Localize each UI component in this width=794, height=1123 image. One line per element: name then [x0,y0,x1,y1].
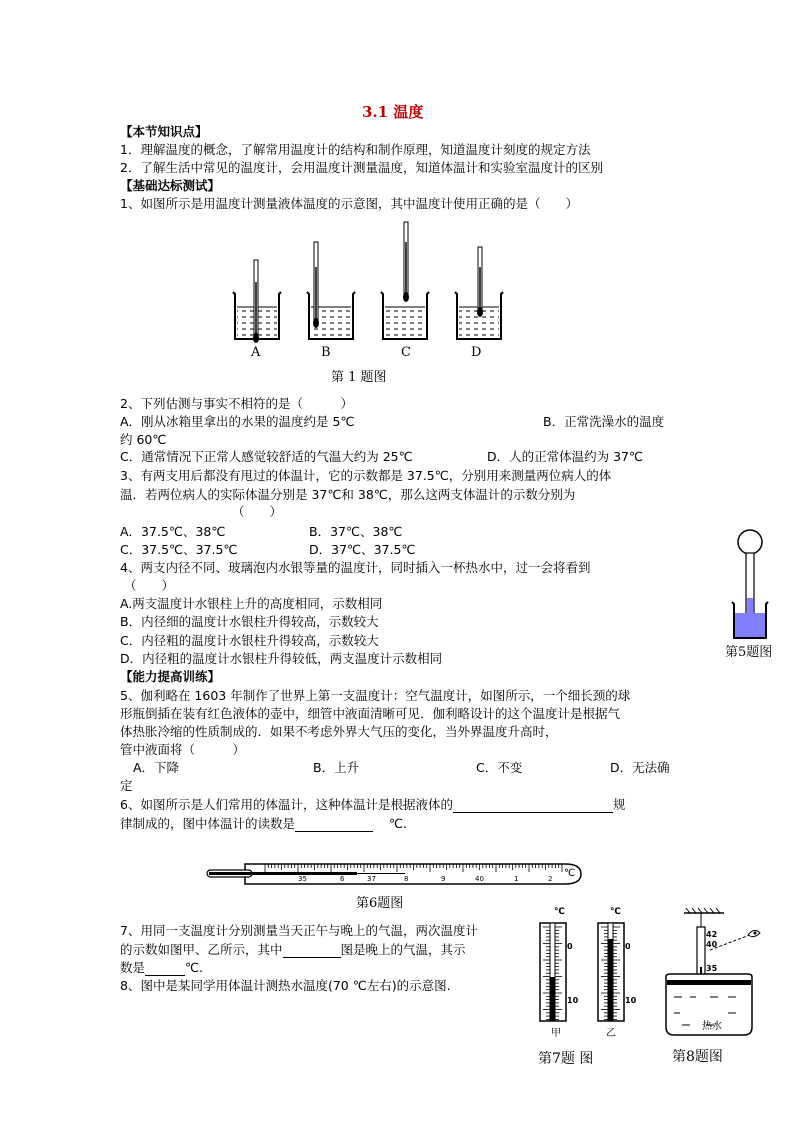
question-3-option-b: B．37℃、38℃ [309,524,403,539]
figure-8-tick-35: 35 [706,964,718,973]
question-7-line-3 [120,958,203,976]
section-heading-knowledge: 【本节知识点】 [120,124,208,139]
figure-7-tick-10-jia: 10 [567,996,579,1005]
beaker-d [455,247,503,339]
figure-6-tick-2: 2 [548,875,553,883]
question-5-option-b: B．上升 [313,760,360,775]
question-2-option-d: D．人的正常体温约为 37℃ [487,449,644,464]
question-4-paren: （ ） [124,578,175,593]
figure-6-tick-40: 40 [475,875,484,883]
question-3-paren: （ ） [232,504,283,519]
figure-8-caption: 第8题图 [672,1049,723,1065]
figure-7-tick-0-jia: 0 [567,942,573,951]
question-7-blank-2[interactable] [145,962,185,976]
figure-7-tick-10-yi: 10 [625,996,637,1005]
question-7-blank-1[interactable] [283,944,341,958]
question-6-blank-2[interactable] [295,818,373,832]
question-5-line-2: 形瓶倒插在装有红色液体的壶中，细管中液面清晰可见．伽利略设计的这个温度计是根据气 [120,706,621,721]
question-2-option-b-cont: 约 60℃ [120,432,167,447]
thermometer-yi [598,923,624,1021]
figure-7-caption: 第7题 图 [538,1051,594,1067]
figure-6-tick-8: 8 [404,875,409,883]
knowledge-point-2: 2．了解生活中常见的温度计，会用温度计测量温度，知道体温计和实验室温度计的区别 [120,160,603,175]
question-4-option-a: A.两支温度计水银柱上升的高度相同，示数相同 [120,596,383,611]
question-6-blank-1[interactable] [453,799,613,813]
question-5-option-a: A．下降 [133,760,180,775]
question-6-line-2-text: 律制成的，图中体温计的读数是 [120,816,296,831]
question-5-line-1: 5、伽利略在 1603 年制作了世界上第一支温度计：空气温度计，如图所示，一个细长颈的球 [120,688,631,703]
question-7-unit: ℃. [185,960,204,975]
knowledge-point-1: 1．理解温度的概念，了解常用温度计的结构和制作原理，知道温度计刻度的规定方法 [120,142,591,157]
figure-7-name-jia: 甲 [551,1028,561,1039]
question-4-line-1: 4、两支内径不同、玻璃泡内水银等量的温度计，同时插入一杯热水中，过一会将看到 [120,560,591,575]
question-6-line-1-text: 6、如图所示是人们常用的体温计，这种体温计是根据液体的 [120,797,453,812]
question-8: 8、图中是某同学用体温计测热水温度(70 ℃左右)的示意图. [120,978,451,993]
thermometer-jia [540,923,566,1021]
question-5-option-c: C．不变 [476,760,523,775]
question-4-option-c: C．内径粗的温度计水银柱升得较高，示数较大 [120,633,379,648]
figure-1-caption: 第 1 题图 [331,370,387,385]
figure-8-tick-42: 42 [706,930,718,939]
question-2-stem: 2、下列估测与事实不相符的是（ ） [120,396,353,411]
question-7-line-3-text: 数是 [120,960,146,975]
figure-7-thermometers [528,905,638,1033]
question-3-line-2: 温．若两位病人的实际体温分别是 37℃和 38℃，那么这两支体温计的示数分别为 [120,487,576,502]
figure-6-tick-6: 6 [340,875,345,883]
question-4-option-d: D．内径粗的温度计水银柱升得较低，两支温度计示数相同 [120,651,443,666]
question-6-unit: ℃. [389,816,408,831]
figure-1-label-a: A [251,345,261,360]
figure-6-tick-9: 9 [441,875,446,883]
figure-1-label-d: D [471,345,482,360]
question-5-line-3: 体热胀冷缩的性质制成的．如果不考虑外界大气压的变化，当外界温度升高时， [120,724,558,739]
question-6-line-1-end: 规 [612,797,626,812]
question-2-option-b: B．正常洗澡水的温度 [543,414,665,429]
question-6-line-2 [120,814,407,832]
question-5-option-d: D．无法确 [610,760,670,775]
question-4-option-b: B．内径细的温度计水银柱升得较高，示数较大 [120,614,379,629]
figure-6-clinical-thermometer [205,858,585,890]
figure-5-air-thermometer [728,528,778,640]
section-heading-advanced: 【能力提高训练】 [120,669,221,684]
figure-8-tick-40: 40 [706,940,718,949]
question-7-line-2-end: 图是晚上的气温，其示 [340,942,466,957]
question-2-option-a: A．刚从冰箱里拿出的水果的温度约是 5℃ [120,414,355,429]
question-7-line-2 [120,940,466,958]
beaker-c [381,222,429,339]
question-3-option-c: C．37.5℃、37.5℃ [120,542,238,557]
question-2-option-c: C．通常情况下正常人感觉较舒适的气温大约为 25℃ [120,449,413,464]
figure-6-tick-37: 37 [367,875,376,883]
beaker-b [307,242,355,339]
figure-5-caption: 第5题图 [725,645,773,660]
figure-7-name-yi: 乙 [606,1028,616,1039]
figure-7-unit-jia: ℃ [554,907,565,917]
figure-8-water-label: 热水 [702,1021,722,1032]
figure-1-label-b: B [321,345,331,360]
question-5-option-d-cont: 定 [120,778,133,793]
question-1: 1、如图所示是用温度计测量液体温度的示意图，其中温度计使用正确的是（ ） [120,196,578,211]
beaker-a [233,260,281,343]
question-7-line-2-text: 的示数如图甲、乙所示，其中 [120,942,283,957]
figure-6-tick-35: 35 [298,875,307,883]
question-5-line-4: 管中液面将（ ） [120,742,246,757]
question-7-line-1: 7、用同一支温度计分别测量当天正午与晚上的气温，两次温度计 [120,923,478,938]
figure-7-tick-0-yi: 0 [625,942,631,951]
question-3-option-d: D．37℃、37.5℃ [309,542,416,557]
question-6-line-1 [120,795,625,813]
figure-6-unit: ℃ [564,868,576,879]
figure-7-unit-yi: ℃ [610,907,621,917]
page-title: 3.1 温度 [362,103,424,121]
figure-6-caption: 第6题图 [356,896,404,911]
question-3-line-1: 3、有两支用后都没有甩过的体温计，它的示数都是 37.5℃，分别用来测量两位病人的体 [120,468,612,483]
figure-1-label-c: C [401,345,411,360]
figure-6-tick-1: 1 [514,875,519,883]
question-3-option-a: A．37.5℃、38℃ [120,524,226,539]
section-heading-basic: 【基础达标测试】 [120,178,221,193]
